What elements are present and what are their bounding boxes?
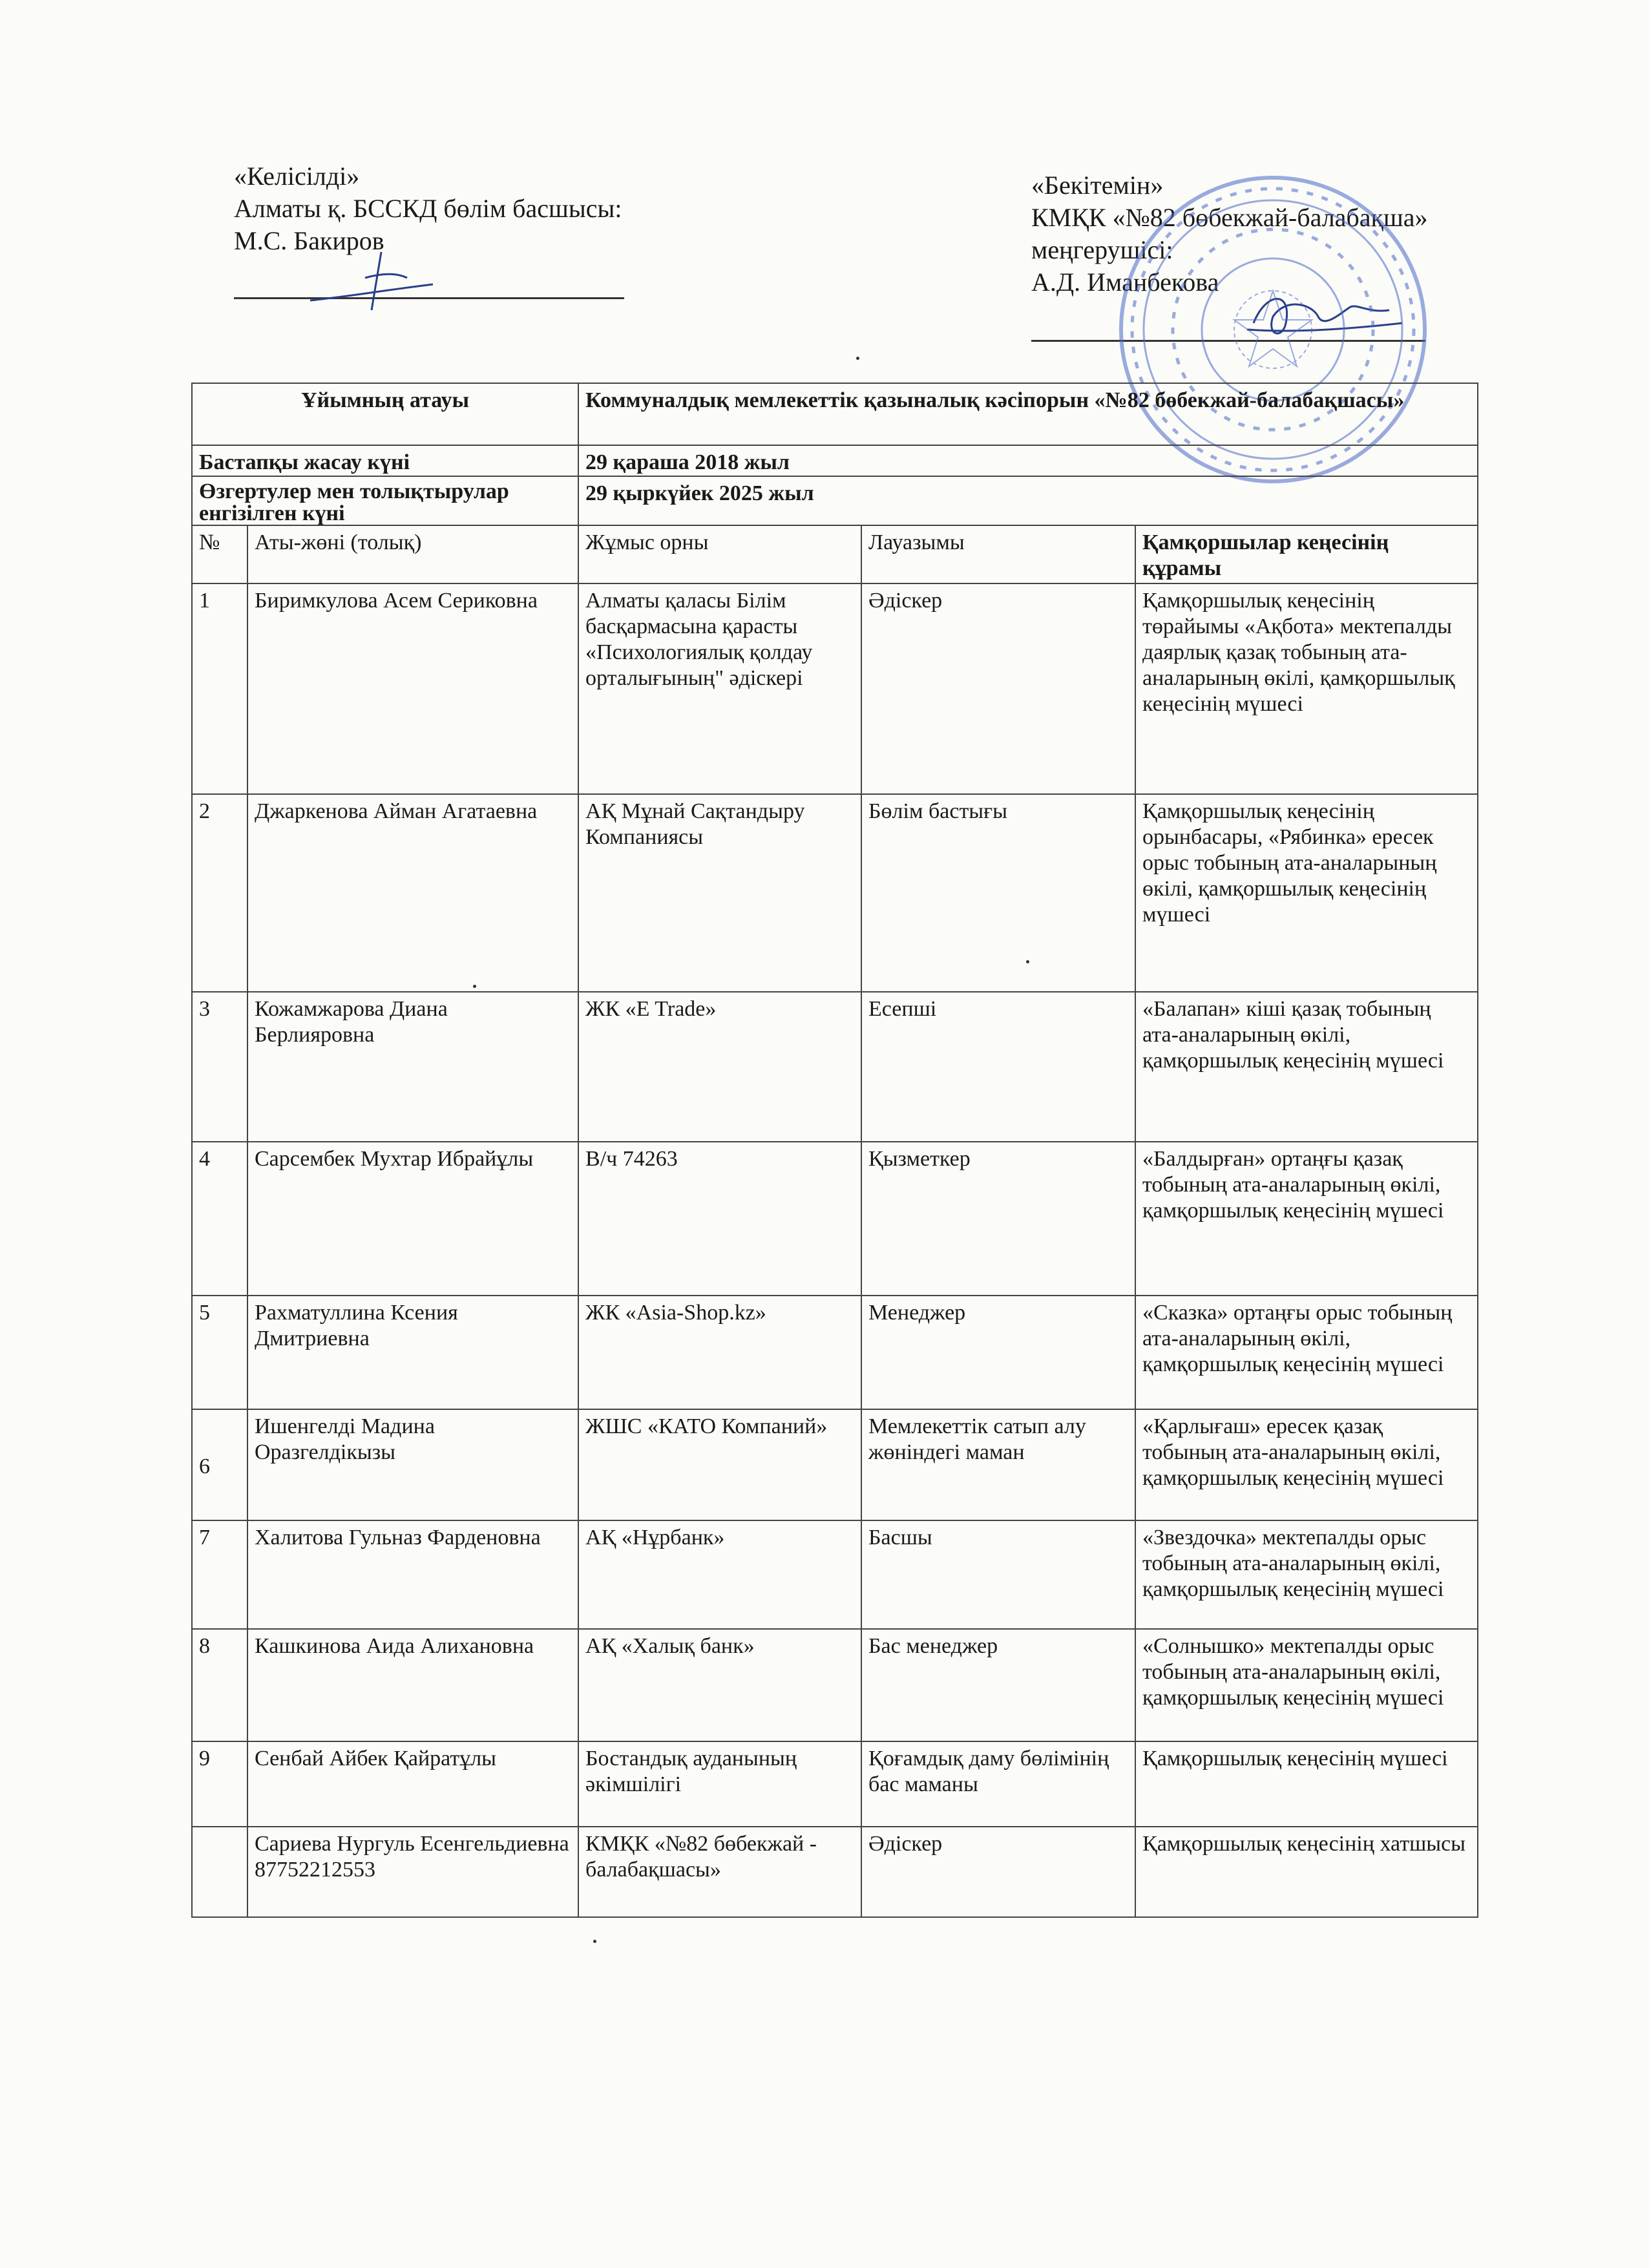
row-name: Сарсембек Мухтар Ибрайұлы bbox=[247, 1142, 578, 1296]
table-row bbox=[192, 1409, 1478, 1520]
table-row bbox=[192, 1741, 1478, 1827]
row-name: Кашкинова Аида Алихановна bbox=[247, 1629, 578, 1741]
row-position: Әдіскер bbox=[861, 583, 1135, 794]
row-position: Бас менеджер bbox=[861, 1629, 1135, 1741]
row-role: «Қарлығаш» ересек қазақ тобының ата-аналарының өкілі, қамқоршылық кеңесінің мүшесі bbox=[1135, 1409, 1478, 1520]
table-row bbox=[192, 1520, 1478, 1629]
row-role: Қамқоршылық кеңесінің төрайымы «Ақбота» мектепалды даярлық қазақ тобының ата-аналарының өкілі, қамқоршылық кеңесінің мүшесі bbox=[1135, 583, 1478, 794]
row-role: «Балдырған» ортаңғы қазақ тобының ата-аналарының өкілі, қамқоршылық кеңесінің мүшесі bbox=[1135, 1142, 1478, 1296]
scan-speck bbox=[856, 357, 859, 360]
row-position: Менеджер bbox=[861, 1296, 1135, 1409]
row-workplace: В/ч 74263 bbox=[578, 1142, 861, 1296]
row-workplace: Алматы қаласы Білім басқармасына қарасты «Психологиялық қолдау орталығының" әдіскері bbox=[578, 583, 861, 794]
col-header-num: № bbox=[192, 525, 247, 583]
col-header-workplace: Жұмыс орны bbox=[578, 525, 861, 583]
approved-org: КМҚК «№82 бөбекжай-балабақша» bbox=[1031, 203, 1428, 232]
row-num: 5 bbox=[192, 1296, 247, 1409]
row-name: Кожамжарова Диана Берлияровна bbox=[247, 992, 578, 1142]
table-row bbox=[192, 1296, 1478, 1409]
row-role: «Сказка» ортаңғы орыс тобының ата-аналарының өкілі, қамқоршылық кеңесінің мүшесі bbox=[1135, 1296, 1478, 1409]
row-num: 2 bbox=[192, 794, 247, 992]
col-header-name: Аты-жөні (толық) bbox=[247, 525, 578, 583]
row-num: 1 bbox=[192, 583, 247, 794]
created-date-value: 29 қараша 2018 жыл bbox=[578, 445, 1478, 476]
row-position: Қызметкер bbox=[861, 1142, 1135, 1296]
modified-date-row bbox=[192, 476, 1478, 525]
row-num: 4 bbox=[192, 1142, 247, 1296]
row-name: Джаркенова Айман Агатаевна bbox=[247, 794, 578, 992]
row-name: Сариева Нургуль Есенгельдиевна 87752212553 bbox=[247, 1827, 578, 1917]
row-name: Ишенгелді Мадина Оразгелдікызы bbox=[247, 1409, 578, 1520]
table-row bbox=[192, 1142, 1478, 1296]
scan-speck bbox=[473, 985, 476, 988]
row-role: «Звездочка» мектепалды орыс тобының ата-аналарының өкілі, қамқоршылық кеңесінің мүшесі bbox=[1135, 1520, 1478, 1629]
modified-date-label: Өзгертулер мен толықтырулар енгізілген күні bbox=[192, 476, 578, 525]
row-position: Мемлекеттік сатып алу жөніндегі маман bbox=[861, 1409, 1135, 1520]
col-header-role: Қамқоршылар кеңесінің құрамы bbox=[1135, 525, 1478, 583]
row-workplace: КМҚК «№82 бөбекжай - балабақшасы» bbox=[578, 1827, 861, 1917]
row-num: 6 bbox=[192, 1409, 247, 1520]
column-header-row bbox=[192, 525, 1478, 583]
modified-date-value: 29 қыркүйек 2025 жыл bbox=[578, 476, 1478, 525]
row-workplace: ЖШС «КАТО Компаний» bbox=[578, 1409, 861, 1520]
scan-speck bbox=[593, 1940, 596, 1943]
row-workplace: АҚ Мұнай Сақтандыру Компаниясы bbox=[578, 794, 861, 992]
agreed-label: «Келісілді» bbox=[234, 162, 360, 191]
row-num bbox=[192, 1827, 247, 1917]
table-row bbox=[192, 992, 1478, 1142]
table-row bbox=[192, 1629, 1478, 1741]
agreed-position: Алматы қ. БССКД бөлім басшысы: bbox=[234, 194, 622, 223]
created-date-row bbox=[192, 445, 1478, 476]
row-role: «Солнышко» мектепалды орыс тобының ата-аналарының өкілі, қамқоршылық кеңесінің мүшесі bbox=[1135, 1629, 1478, 1741]
row-position: Әдіскер bbox=[861, 1827, 1135, 1917]
row-workplace: АҚ «Нұрбанк» bbox=[578, 1520, 861, 1629]
row-name: Сенбай Айбек Қайратұлы bbox=[247, 1741, 578, 1827]
org-name-label: Ұйымның атауы bbox=[192, 383, 578, 445]
approved-role: меңгерушісі: bbox=[1031, 235, 1173, 264]
row-name: Рахматуллина Ксения Дмитриевна bbox=[247, 1296, 578, 1409]
row-position: Есепші bbox=[861, 992, 1135, 1142]
approved-label: «Бекітемін» bbox=[1031, 171, 1164, 200]
row-workplace: ЖК «Asia-Shop.kz» bbox=[578, 1296, 861, 1409]
agreed-signature bbox=[304, 239, 459, 317]
board-members-table bbox=[191, 383, 1478, 1918]
row-workplace: ЖК «E Trade» bbox=[578, 992, 861, 1142]
row-num: 7 bbox=[192, 1520, 247, 1629]
row-role: Қамқоршылық кеңесінің хатшысы bbox=[1135, 1827, 1478, 1917]
agreed-name: М.С. Бакиров bbox=[234, 226, 384, 255]
row-position: Бөлім бастығы bbox=[861, 794, 1135, 992]
org-name-value: Коммуналдық мемлекеттік қазыналық кәсіпорын «№82 бөбекжай-балабақшасы» bbox=[578, 383, 1478, 445]
table-row bbox=[192, 1827, 1478, 1917]
row-position: Басшы bbox=[861, 1520, 1135, 1629]
row-workplace: АҚ «Халық банк» bbox=[578, 1629, 861, 1741]
row-role: Қамқоршылық кеңесінің мүшесі bbox=[1135, 1741, 1478, 1827]
row-role: «Балапан» кіші қазақ тобының ата-аналарының өкілі, қамқоршылық кеңесінің мүшесі bbox=[1135, 992, 1478, 1142]
table-row bbox=[192, 583, 1478, 794]
row-position: Қоғамдық даму бөлімінің бас маманы bbox=[861, 1741, 1135, 1827]
approved-name: А.Д. Иманбекова bbox=[1031, 268, 1219, 297]
table-row bbox=[192, 794, 1478, 992]
row-workplace: Бостандық ауданының әкімшілігі bbox=[578, 1741, 861, 1827]
row-num: 3 bbox=[192, 992, 247, 1142]
row-name: Биримкулова Асем Сериковна bbox=[247, 583, 578, 794]
col-header-position: Лауазымы bbox=[861, 525, 1135, 583]
scan-speck bbox=[1026, 960, 1029, 963]
created-date-label: Бастапқы жасау күні bbox=[192, 445, 578, 476]
row-num: 8 bbox=[192, 1629, 247, 1741]
row-num: 9 bbox=[192, 1741, 247, 1827]
row-role: Қамқоршылық кеңесінің орынбасары, «Рябинка» ересек орыс тобының ата-аналарының өкілі, қамқоршылық кеңесінің мүшесі bbox=[1135, 794, 1478, 992]
org-name-row bbox=[192, 383, 1478, 445]
row-name: Халитова Гульназ Фарденовна bbox=[247, 1520, 578, 1629]
